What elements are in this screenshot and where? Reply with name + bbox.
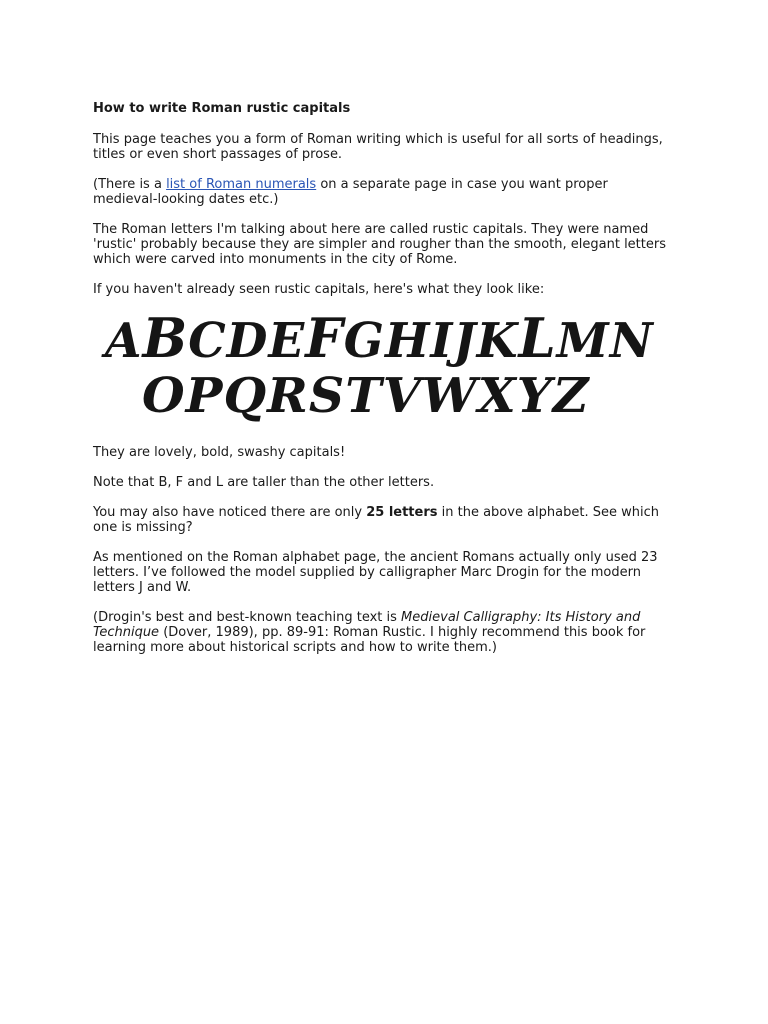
alphabet-row-2 [142, 370, 589, 422]
alphabet-letter-r: R [267, 368, 309, 424]
article [93, 101, 673, 670]
book-title: Medieval Calligraphy: Its History and Technique [93, 610, 641, 640]
alphabet-letter-y: Y [516, 368, 553, 424]
letter-count-after: in the above alphabet. See which one is missing? [93, 505, 659, 535]
drogin-before: (Drogin's best and best-known teaching text is [93, 610, 402, 625]
alphabet-letter-b: B [142, 306, 189, 370]
letter-count-paragraph [93, 505, 673, 535]
alphabet-letter-j: J [453, 313, 477, 369]
numerals-note-after: on a separate page in case you want proper medieval-looking dates etc.) [93, 177, 608, 207]
alphabet-letter-q: Q [223, 368, 268, 424]
alphabet-letter-f: F [305, 306, 344, 370]
roman-numerals-link[interactable]: list of Roman numerals [166, 177, 317, 192]
alphabet-intro-paragraph: If you haven't already seen rustic capitals, here's what they look like: [93, 282, 545, 297]
alphabet-letter-z: Z [552, 368, 590, 424]
alphabet-letter-w: W [421, 368, 478, 424]
alphabet-letter-e: E [268, 313, 306, 369]
intro-paragraph: This page teaches you a form of Roman writing which is useful for all sorts of headings, titles or even short passages of prose. [93, 132, 663, 162]
numerals-note-before: (There is a [93, 177, 167, 192]
alphabet-letter-c: C [188, 313, 227, 369]
alphabet-row-1 [105, 306, 654, 370]
letter-count-bold: 25 letters [366, 505, 438, 520]
rustic-description-paragraph: The Roman letters I'm talking about here are called rustic capitals. They were named 'rustic' probably because they are simpler and rougher than the smooth, elegant letters which were carved into monuments in the city of Rome. [93, 222, 666, 267]
alphabet-letter-k: K [476, 313, 519, 369]
alphabet-letter-g: G [343, 313, 385, 369]
alphabet-letter-n: N [609, 313, 654, 369]
alphabet-letter-v: V [382, 368, 422, 424]
alphabet-letter-p: P [185, 368, 224, 424]
alphabet-letter-l: L [518, 306, 557, 370]
alphabet-letter-d: D [226, 313, 269, 369]
lovely-capitals-paragraph: They are lovely, bold, swashy capitals! [93, 445, 346, 460]
letter-count-before: You may also have noticed there are only [93, 505, 367, 520]
page-title: How to write Roman rustic capitals [93, 101, 351, 116]
rustic-alphabet-image [93, 308, 673, 433]
numerals-note-paragraph [93, 177, 673, 207]
drogin-reference-paragraph [93, 610, 673, 655]
alphabet-letter-x: X [477, 368, 517, 424]
drogin-after: (Dover, 1989), pp. 89-91: Roman Rustic. I highly recommend this book for learning more about historical scripts and how to write them.) [93, 625, 646, 655]
alphabet-letter-s: S [308, 368, 346, 424]
tall-letters-paragraph: Note that B, F and L are taller than the other letters. [93, 475, 435, 490]
alphabet-letter-i: I [430, 313, 454, 369]
alphabet-letter-o: O [142, 368, 186, 424]
alphabet-letter-h: H [384, 313, 431, 369]
alphabet-letter-a: A [105, 313, 143, 369]
roman-letters-paragraph: As mentioned on the Roman alphabet page, the ancient Romans actually only used 23 letters. I’ve followed the model supplied by calligrapher Marc Drogin for the modern letters J and W. [93, 550, 658, 595]
alphabet-letter-m: M [556, 313, 610, 369]
alphabet-letter-t: T [345, 368, 383, 424]
